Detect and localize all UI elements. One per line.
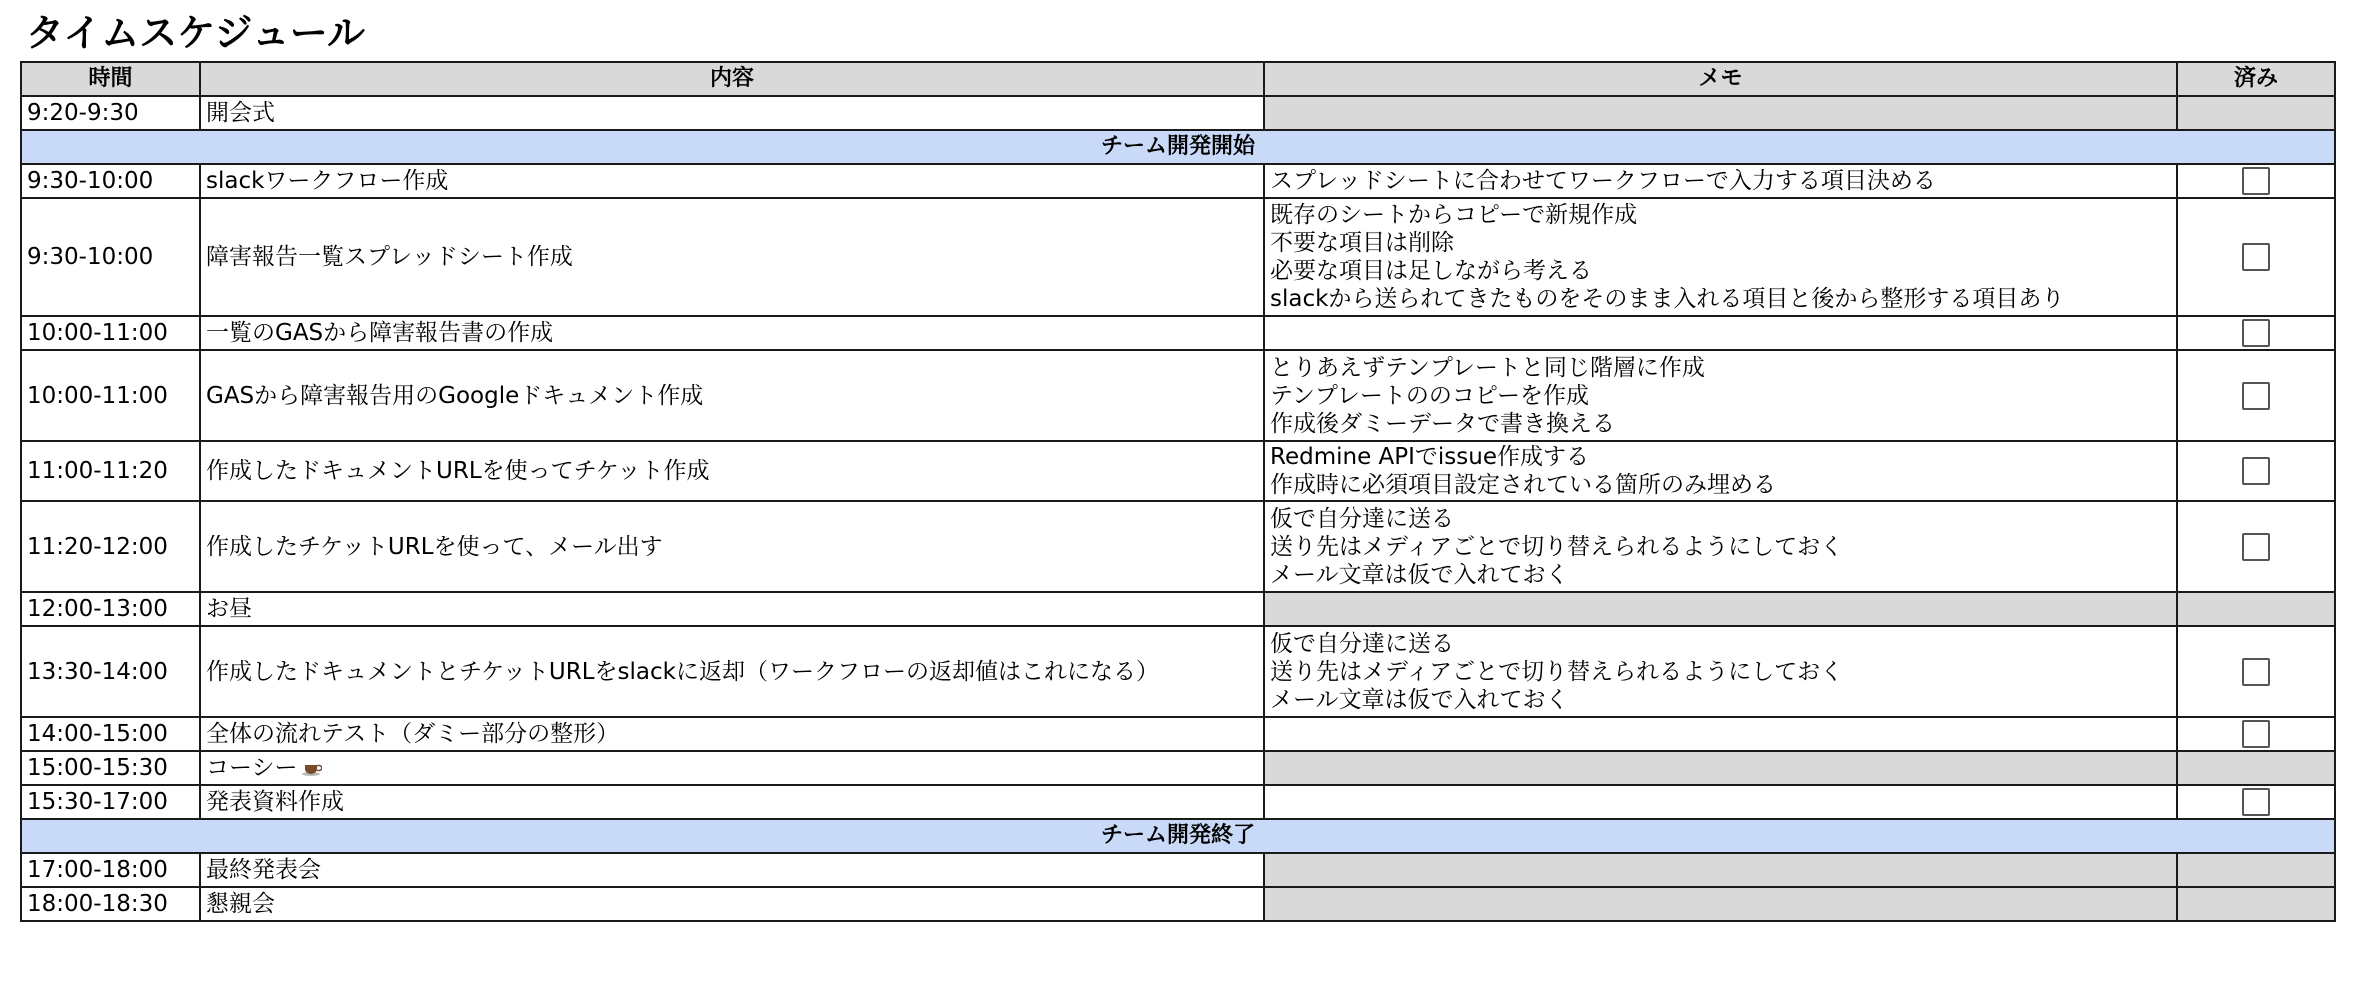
header-done: 済み — [2177, 62, 2335, 96]
done-checkbox[interactable] — [2242, 319, 2270, 347]
done-cell — [2177, 717, 2335, 751]
table-row — [21, 316, 2335, 350]
memo-line: 作成時に必須項目設定されている箇所のみ埋める — [1270, 472, 1776, 498]
done-cell — [2177, 785, 2335, 819]
memo-cell — [1264, 592, 2177, 626]
time-cell: 18:00-18:30 — [21, 887, 200, 921]
done-cell — [2177, 164, 2335, 198]
content-text: 作成したドキュメントとチケットURLをslackに返却（ワークフローの返却値はこれになる） — [206, 658, 1159, 685]
memo-line: 既存のシートからコピーで新規作成 — [1270, 202, 1638, 228]
time-cell: 12:00-13:00 — [21, 592, 200, 626]
table-row — [21, 887, 2335, 921]
content-text: コーシー — [206, 755, 298, 781]
time-cell: 14:00-15:00 — [21, 717, 200, 751]
content-text: 開会式 — [206, 100, 275, 126]
content-text: 発表資料作成 — [206, 789, 344, 815]
memo-line: 送り先はメディアごとで切り替えられるようにしておく — [1270, 533, 1844, 560]
content-cell — [200, 853, 1264, 887]
content-cell — [200, 350, 1264, 441]
done-cell — [2177, 853, 2335, 887]
memo-line: Redmine APIでissue作成する — [1270, 444, 1590, 470]
time-cell: 9:30-10:00 — [21, 198, 200, 316]
memo-cell — [1264, 887, 2177, 921]
table-row — [21, 853, 2335, 887]
content-text: 作成したチケットURLを使って、メール出す — [206, 533, 663, 560]
memo-cell — [1264, 751, 2177, 785]
done-cell — [2177, 626, 2335, 717]
content-text: 最終発表会 — [206, 857, 321, 883]
done-cell — [2177, 501, 2335, 592]
memo-line: 不要な項目は削除 — [1270, 230, 1454, 256]
section-separator — [21, 819, 2335, 853]
section-separator — [21, 130, 2335, 164]
content-cell — [200, 592, 1264, 626]
time-cell: 15:00-15:30 — [21, 751, 200, 785]
done-checkbox[interactable] — [2242, 243, 2270, 271]
time-cell: 9:30-10:00 — [21, 164, 200, 198]
memo-cell — [1264, 164, 2177, 198]
table-row — [21, 350, 2335, 441]
content-text: お昼 — [206, 596, 252, 622]
done-cell — [2177, 751, 2335, 785]
content-text: 懇親会 — [206, 891, 275, 917]
memo-line: 仮で自分達に送る — [1270, 630, 1454, 657]
table-row — [21, 626, 2335, 717]
time-cell: 13:30-14:00 — [21, 626, 200, 717]
content-cell — [200, 441, 1264, 501]
memo-cell — [1264, 316, 2177, 350]
content-text: 障害報告一覧スプレッドシート作成 — [206, 244, 573, 270]
done-checkbox[interactable] — [2242, 382, 2270, 410]
table-row — [21, 592, 2335, 626]
memo-cell — [1264, 350, 2177, 441]
time-cell: 11:20-12:00 — [21, 501, 200, 592]
table-row — [21, 96, 2335, 130]
time-cell: 17:00-18:00 — [21, 853, 200, 887]
content-cell — [200, 501, 1264, 592]
done-cell — [2177, 316, 2335, 350]
memo-cell — [1264, 853, 2177, 887]
section-label: チーム開発終了 — [21, 819, 2335, 853]
content-cell — [200, 751, 1264, 785]
done-checkbox[interactable] — [2242, 533, 2270, 561]
memo-line: とりあえずテンプレートと同じ階層に作成 — [1270, 354, 1705, 381]
content-text: slackワークフロー作成 — [206, 168, 449, 194]
page-title: タイムスケジュール — [26, 11, 365, 55]
done-checkbox[interactable] — [2242, 457, 2270, 485]
content-text: GASから障害報告用のGoogleドキュメント作成 — [206, 382, 704, 409]
header-content: 内容 — [200, 62, 1264, 96]
content-text: 一覧のGASから障害報告書の作成 — [206, 320, 554, 346]
schedule-body — [21, 96, 2335, 921]
content-cell — [200, 717, 1264, 751]
done-cell — [2177, 96, 2335, 130]
memo-cell — [1264, 501, 2177, 592]
memo-line: メール文章は仮で入れておく — [1270, 686, 1569, 713]
memo-line: スプレッドシートに合わせてワークフローで入力する項目決める — [1270, 168, 1936, 194]
header-memo: メモ — [1264, 62, 2177, 96]
time-cell: 10:00-11:00 — [21, 316, 200, 350]
time-cell: 10:00-11:00 — [21, 350, 200, 441]
memo-line: 送り先はメディアごとで切り替えられるようにしておく — [1270, 658, 1844, 685]
done-checkbox[interactable] — [2242, 658, 2270, 686]
done-cell — [2177, 592, 2335, 626]
schedule-table — [20, 61, 2336, 922]
done-cell — [2177, 198, 2335, 316]
memo-cell — [1264, 626, 2177, 717]
done-checkbox[interactable] — [2242, 788, 2270, 816]
memo-line: 仮で自分達に送る — [1270, 505, 1454, 532]
content-cell — [200, 316, 1264, 350]
content-text: 全体の流れテスト（ダミー部分の整形） — [206, 721, 620, 747]
memo-cell — [1264, 717, 2177, 751]
content-cell — [200, 785, 1264, 819]
done-cell — [2177, 441, 2335, 501]
memo-line: slackから送られてきたものをそのまま入れる項目と後から整形する項目あり — [1270, 286, 2065, 312]
content-cell — [200, 887, 1264, 921]
content-cell — [200, 198, 1264, 316]
time-cell: 15:30-17:00 — [21, 785, 200, 819]
done-cell — [2177, 350, 2335, 441]
memo-cell — [1264, 96, 2177, 130]
memo-line: メール文章は仮で入れておく — [1270, 561, 1569, 588]
content-cell — [200, 96, 1264, 130]
table-row — [21, 441, 2335, 501]
coffee-icon — [302, 762, 322, 776]
table-row — [21, 501, 2335, 592]
memo-line: 作成後ダミーデータで書き換える — [1270, 410, 1615, 437]
done-checkbox[interactable] — [2242, 167, 2270, 195]
content-cell — [200, 164, 1264, 198]
memo-line: 必要な項目は足しながら考える — [1270, 258, 1592, 284]
memo-cell — [1264, 198, 2177, 316]
table-row — [21, 751, 2335, 785]
content-text: 作成したドキュメントURLを使ってチケット作成 — [206, 458, 710, 484]
done-cell — [2177, 887, 2335, 921]
time-cell: 11:00-11:20 — [21, 441, 200, 501]
header-time: 時間 — [21, 62, 200, 96]
table-row — [21, 717, 2335, 751]
table-row — [21, 164, 2335, 198]
memo-cell — [1264, 785, 2177, 819]
header-row — [21, 62, 2335, 96]
done-checkbox[interactable] — [2242, 720, 2270, 748]
table-row — [21, 198, 2335, 316]
memo-line: テンプレートののコピーを作成 — [1270, 382, 1590, 409]
content-cell — [200, 626, 1264, 717]
memo-cell — [1264, 441, 2177, 501]
section-label: チーム開発開始 — [21, 130, 2335, 164]
table-row — [21, 785, 2335, 819]
time-cell: 9:20-9:30 — [21, 96, 200, 130]
